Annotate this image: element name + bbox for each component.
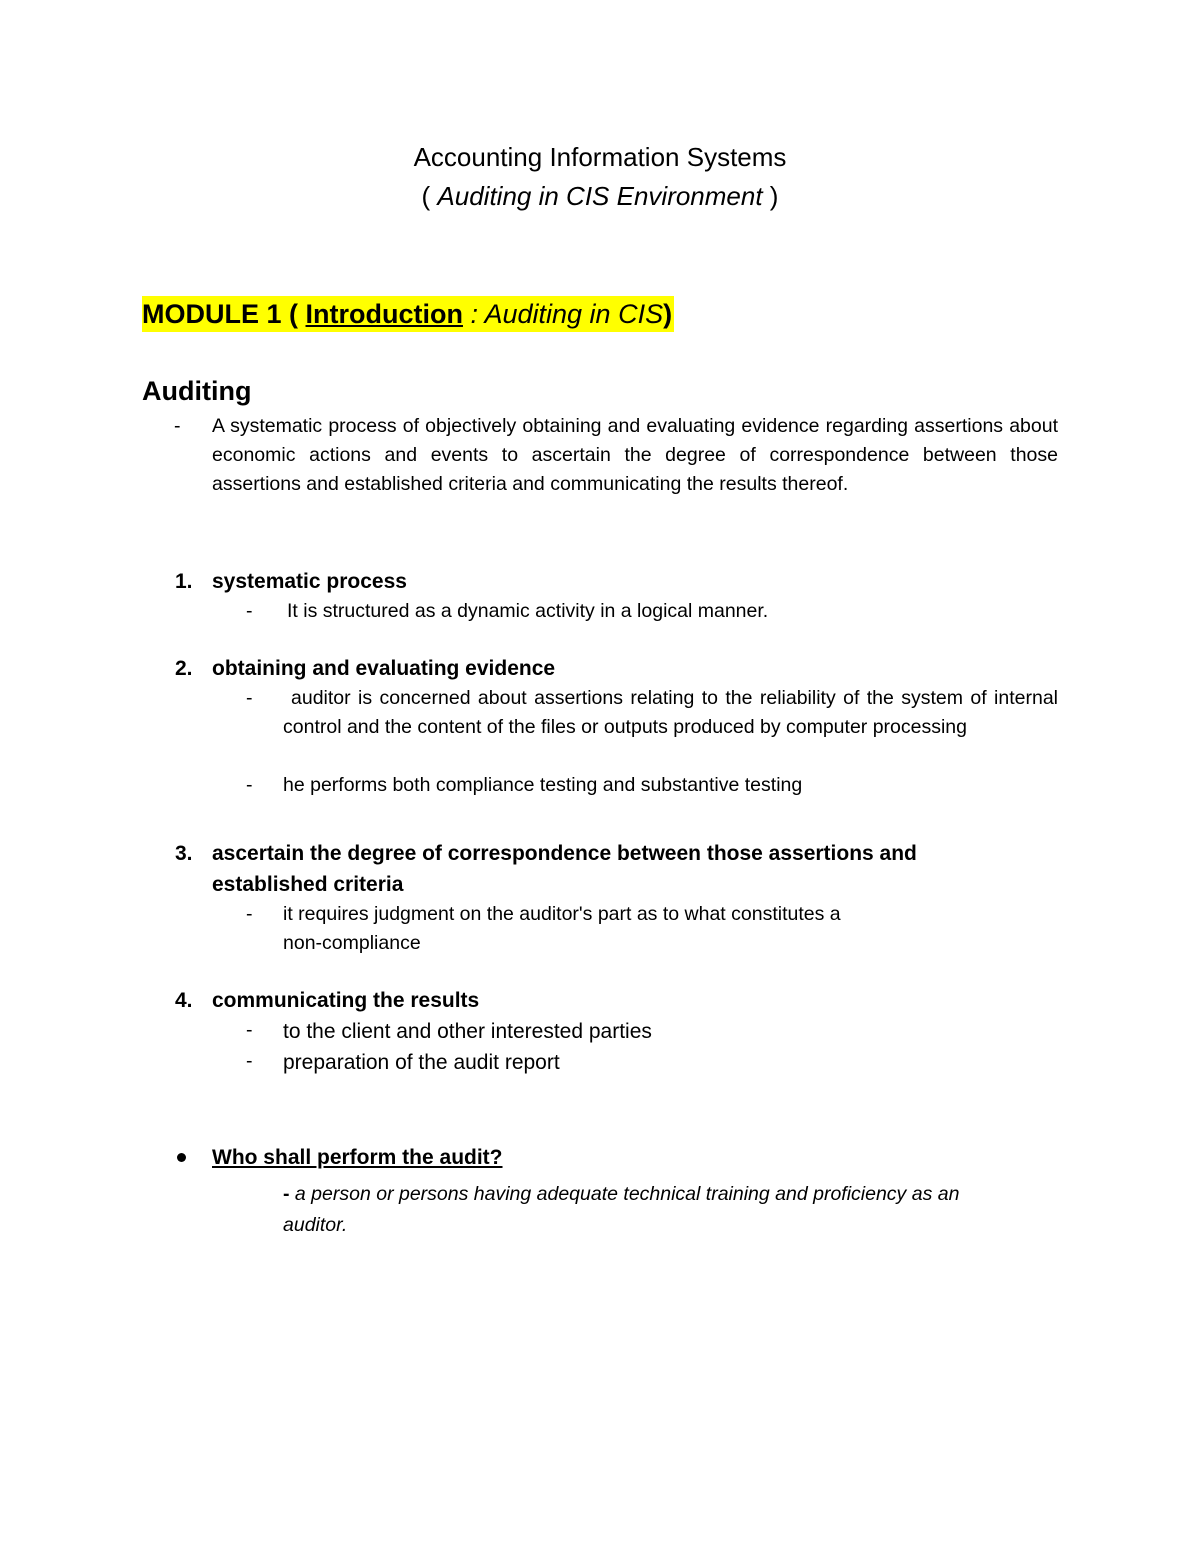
- module-prefix: MODULE 1 (: [142, 299, 306, 329]
- item-4-dash-2: -: [246, 1050, 253, 1072]
- item-2-point-2: he performs both compliance testing and substantive testing: [283, 774, 803, 796]
- item-3-title-line-2: established criteria: [212, 873, 404, 896]
- item-1-title: systematic process: [212, 570, 407, 593]
- definition-dash: -: [174, 415, 181, 437]
- item-3-title-line-1: ascertain the degree of correspondence between those assertions and: [212, 842, 917, 865]
- item-2-dash-2: -: [246, 774, 253, 796]
- item-3-dash: -: [246, 903, 253, 925]
- who-answer-line-2: auditor.: [283, 1214, 348, 1236]
- item-2-title: obtaining and evaluating evidence: [212, 657, 556, 680]
- item-4-point-2: preparation of the audit report: [283, 1051, 560, 1074]
- item-4-number: 4.: [175, 989, 193, 1012]
- who-answer-text: a person or persons having adequate technical training and proficiency as an: [289, 1183, 960, 1205]
- item-3-number: 3.: [175, 842, 193, 865]
- item-2-number: 2.: [175, 657, 193, 680]
- item-4-point-1: to the client and other interested parties: [283, 1020, 652, 1043]
- module-close: ): [663, 299, 673, 329]
- item-2-point-1: auditor is concerned about assertions relating to the reliability of the system of internal control and the content of the files or outputs produced by computer processing: [283, 687, 1058, 738]
- module-intro: Introduction: [305, 299, 463, 329]
- document-subtitle: [0, 181, 1200, 212]
- auditing-definition: A systematic process of objectively obtaining and evaluating evidence regarding assertions about economic actions and events to ascertain the degree of correspondence between those assertions and established criteria and communicating the results thereof.: [212, 415, 1058, 495]
- item-4-title: communicating the results: [212, 989, 480, 1012]
- module-subtitle: : Auditing in CIS: [462, 299, 664, 329]
- item-1-point-1: It is structured as a dynamic activity in a logical manner.: [287, 600, 769, 622]
- who-question: Who shall perform the audit?: [212, 1146, 503, 1169]
- item-3-point-line-1: it requires judgment on the auditor's part as to what constitutes a: [283, 903, 841, 925]
- item-1-dash: -: [246, 600, 253, 622]
- subtitle-open: (: [421, 181, 438, 211]
- item-1-number: 1.: [175, 570, 193, 593]
- item-3-point-line-2: non-compliance: [283, 932, 421, 954]
- who-answer-line-1: [283, 1179, 959, 1210]
- who-answer-dash: -: [283, 1183, 290, 1205]
- module-heading: [142, 296, 674, 332]
- subtitle-close: ): [762, 181, 779, 211]
- item-4-dash-1: -: [246, 1019, 253, 1041]
- bullet-icon: [177, 1153, 186, 1162]
- document-title: Accounting Information Systems: [413, 142, 787, 172]
- item-2-dash-1: -: [246, 687, 253, 709]
- subtitle-italic: Auditing in CIS Environment: [437, 181, 763, 211]
- section-heading-auditing: Auditing: [142, 376, 252, 406]
